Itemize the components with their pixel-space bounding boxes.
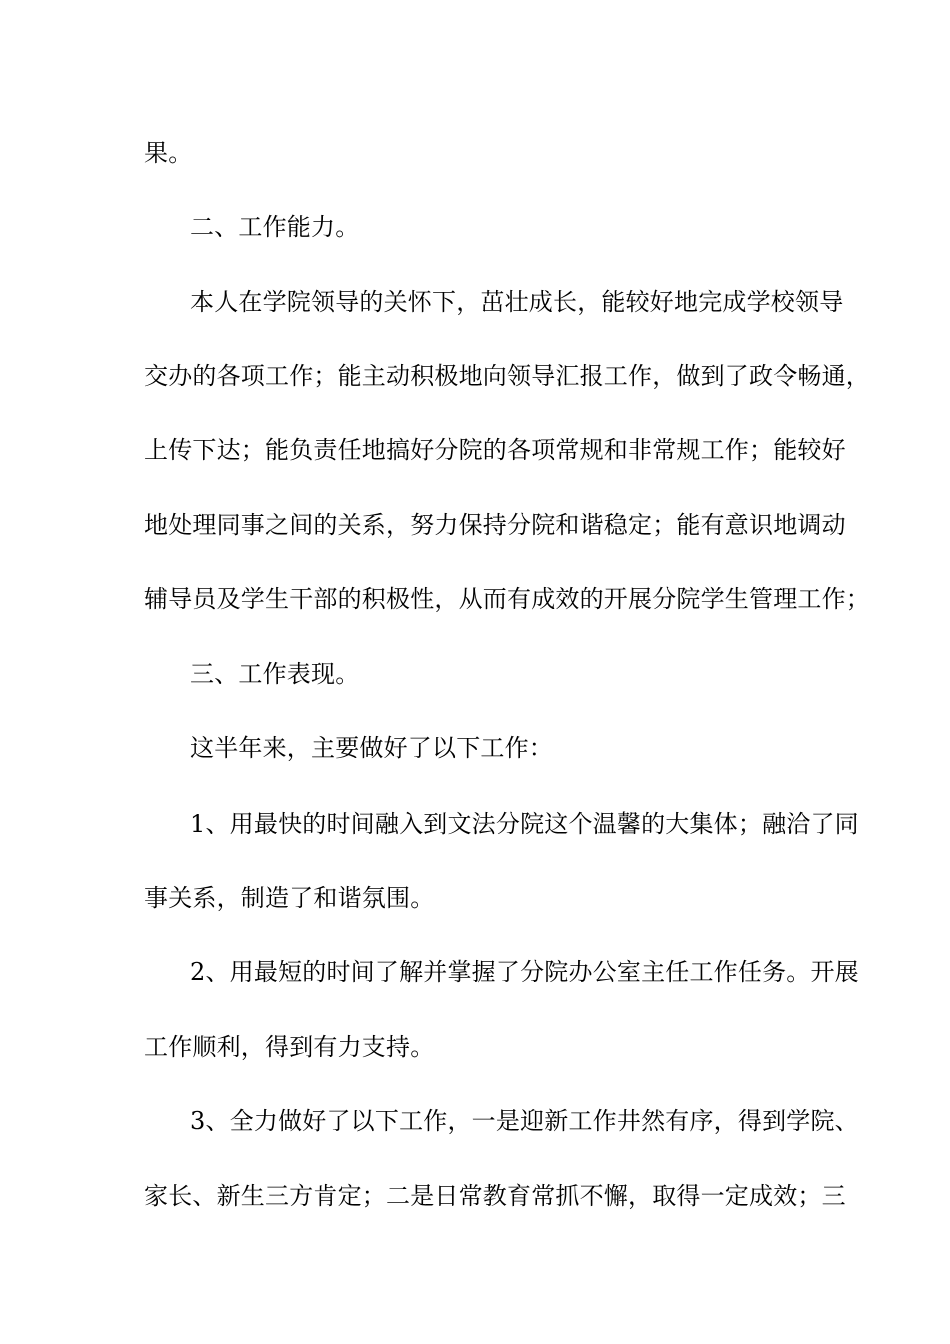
list-item-line: 家长、新生三方肯定；二是日常教育常抓不懈，取得一定成效；三 bbox=[144, 1182, 846, 1210]
paragraph-line: 这半年来，主要做好了以下工作： bbox=[190, 734, 553, 762]
section-heading-work-ability: 二、工作能力。 bbox=[190, 213, 360, 241]
paragraph-line: 上传下达；能负责任地搞好分院的各项常规和非常规工作；能较好 bbox=[144, 436, 846, 464]
paragraph-line: 本人在学院领导的关怀下，茁壮成长，能较好地完成学校领导 bbox=[190, 288, 844, 316]
list-item-line: 工作顺利，得到有力支持。 bbox=[144, 1033, 435, 1061]
list-item-line: 3、全力做好了以下工作，一是迎新工作井然有序，得到学院、 bbox=[190, 1107, 859, 1135]
list-item-line: 事关系，制造了和谐氛围。 bbox=[144, 884, 435, 912]
section-heading-work-performance: 三、工作表现。 bbox=[190, 660, 360, 688]
paragraph-line: 地处理同事之间的关系，努力保持分院和谐稳定；能有意识地调动 bbox=[144, 511, 846, 539]
list-item-line: 2、用最短的时间了解并掌握了分院办公室主任工作任务。开展 bbox=[190, 958, 859, 986]
paragraph-continuation-line: 果。 bbox=[144, 139, 193, 167]
paragraph-line: 辅导员及学生干部的积极性，从而有成效的开展分院学生管理工作； bbox=[144, 585, 870, 613]
list-item-line: 1、用最快的时间融入到文法分院这个温馨的大集体；融洽了同 bbox=[190, 810, 859, 838]
paragraph-line: 交办的各项工作；能主动积极地向领导汇报工作，做到了政令畅通， bbox=[144, 362, 870, 390]
